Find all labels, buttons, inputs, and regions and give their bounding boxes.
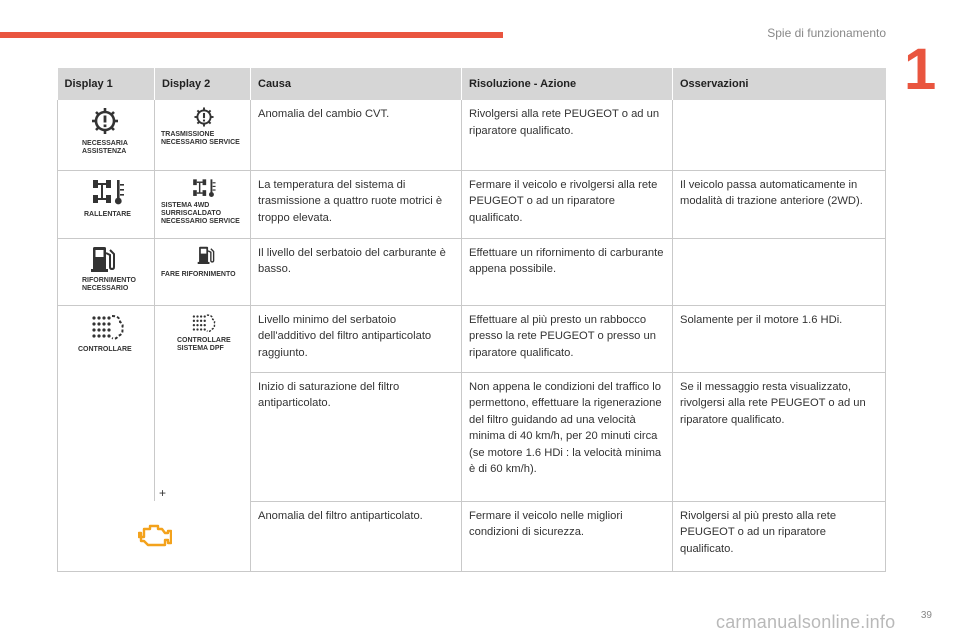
- action-cell: Effettuare un rifornimento di carburante appena possibile.: [462, 238, 673, 305]
- action-cell: Fermare il veicolo nelle migliori condizioni di sicurezza.: [462, 501, 673, 571]
- notes-cell: Solamente per il motore 1.6 HDi.: [673, 305, 886, 372]
- display1-cell: [58, 100, 155, 170]
- display2-cell: [155, 372, 251, 501]
- cause-cell: Il livello del serbatoio del carburante è basso.: [251, 238, 462, 305]
- table-row: [58, 372, 886, 501]
- display2-cell: [155, 170, 251, 238]
- chapter-number: 1: [904, 37, 937, 102]
- action-cell: Non appena le condizioni del traffico lo permettono, effettuare la rigenerazione del filtro guidando ad una velocità minima di 40 km/h, per 20 minuti circa (se motore 1.6 HDi : la velocità minima è di 60 km/h).: [462, 372, 673, 501]
- table-header-row: [58, 68, 886, 100]
- notes-cell: [673, 100, 886, 170]
- column-header: Osservazioni: [673, 68, 886, 100]
- table-row: [58, 501, 886, 571]
- fuel-pump-icon: [197, 245, 215, 265]
- column-header: Display 1: [58, 68, 155, 100]
- display1-label: CONTROLLARE: [78, 345, 132, 353]
- display2-cell: [155, 238, 251, 305]
- engine-check-icon: [138, 523, 172, 549]
- table-row: [58, 305, 886, 372]
- particle-filter-icon: [90, 312, 126, 342]
- notes-cell: Il veicolo passa automaticamente in modalità di trazione anteriore (2WD).: [673, 170, 886, 238]
- cause-cell: La temperatura del sistema di trasmissione a quattro ruote motrici è troppo elevata.: [251, 170, 462, 238]
- particle-filter-icon: [191, 312, 217, 334]
- display2-cell: [155, 305, 251, 372]
- notes-cell: Se il messaggio resta visualizzato, rivolgersi alla rete PEUGEOT o ad un riparatore qualificato.: [673, 372, 886, 501]
- display2-label: SISTEMA 4WD SURRISCALDATO NECESSARIO SERVICE: [161, 201, 240, 225]
- gear-alert-icon: [90, 106, 120, 136]
- display1-label: RIFORNIMENTO NECESSARIO: [82, 276, 136, 292]
- header-accent-bar: [0, 32, 503, 38]
- display1-cell: [58, 305, 155, 372]
- column-header: Display 2: [155, 68, 251, 100]
- display1-cell: [58, 170, 155, 238]
- display2-label: CONTROLLARE SISTEMA DPF: [177, 336, 231, 352]
- notes-cell: [673, 238, 886, 305]
- 4wd-temperature-icon: [90, 177, 126, 207]
- cause-cell: Inizio di saturazione del filtro antiparticolato.: [251, 372, 462, 501]
- table-row: [58, 238, 886, 305]
- display2-label: TRASMISSIONE NECESSARIO SERVICE: [161, 131, 240, 146]
- notes-cell: Rivolgersi al più presto alla rete PEUGEOT o ad un riparatore qualificato.: [673, 501, 886, 571]
- display1-cell: [58, 501, 251, 571]
- warning-lights-table: [57, 68, 886, 572]
- page-number: 39: [920, 610, 932, 621]
- display1-cell: [58, 238, 155, 305]
- action-cell: Effettuare al più presto un rabbocco presso la rete PEUGEOT o presso un riparatore qualificato.: [462, 305, 673, 372]
- display2-cell: [155, 100, 251, 170]
- gear-alert-icon: [193, 106, 215, 128]
- cause-cell: Livello minimo del serbatoio dell'additivo del filtro antiparticolato raggiunto.: [251, 305, 462, 372]
- display1-cell: [58, 372, 155, 501]
- cause-cell: Anomalia del filtro antiparticolato.: [251, 501, 462, 571]
- display1-label: RALLENTARE: [84, 210, 131, 218]
- table-row: [58, 170, 886, 238]
- display1-label: NECESSARIA ASSISTENZA: [82, 140, 128, 155]
- column-header: Causa: [251, 68, 462, 100]
- watermark: carmanualsonline.info: [716, 612, 896, 632]
- fuel-pump-icon: [90, 245, 116, 273]
- 4wd-temperature-icon: [191, 177, 217, 199]
- plus-sign: +: [159, 486, 167, 500]
- action-cell: Fermare il veicolo e rivolgersi alla rete PEUGEOT o ad un riparatore qualificato.: [462, 170, 673, 238]
- action-cell: Rivolgersi alla rete PEUGEOT o ad un riparatore qualificato.: [462, 100, 673, 170]
- section-title: Spie di funzionamento: [767, 26, 886, 40]
- cause-cell: Anomalia del cambio CVT.: [251, 100, 462, 170]
- column-header: Risoluzione - Azione: [462, 68, 673, 100]
- table-row: [58, 100, 886, 170]
- display2-label: FARE RIFORNIMENTO: [161, 270, 236, 278]
